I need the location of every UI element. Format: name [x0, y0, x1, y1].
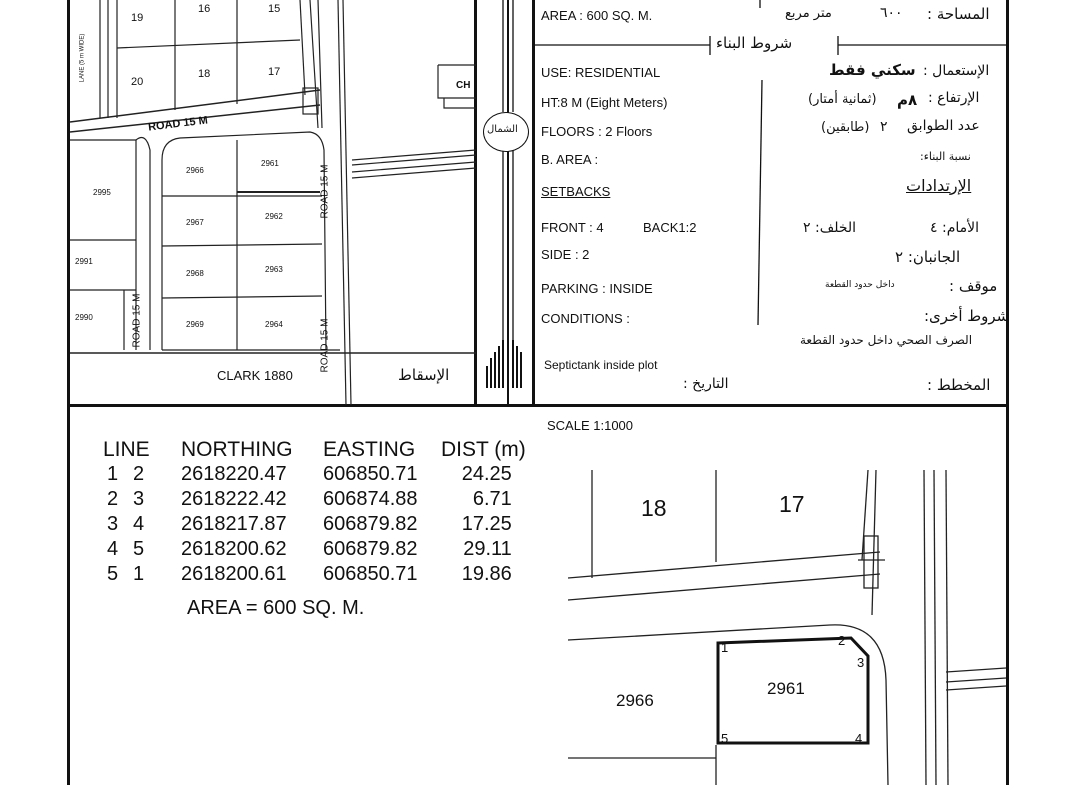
height-ar-label: الإرتفاع :	[928, 90, 980, 106]
septic-ar: الصرف الصحي داخل حدود القطعة	[800, 333, 973, 347]
cell-easting: 606879.82	[323, 513, 418, 535]
parking-ar-value: داخل حدود القطعة	[825, 280, 895, 290]
area-total: AREA = 600 SQ. M.	[187, 597, 365, 619]
cell-dist: 19.86	[461, 563, 512, 585]
area-ar-label: المساحة :	[927, 5, 990, 23]
date-ar: التاريخ :	[683, 376, 729, 392]
cell-to: 2	[133, 463, 145, 485]
height-en: HT:8 M (Eight Meters)	[541, 95, 668, 110]
plot-label: 19	[131, 12, 144, 24]
barea-ar: نسبة البناء:	[920, 150, 971, 163]
conditions-title: شروط البناء	[716, 34, 793, 52]
planner-ar: المخطط :	[927, 376, 991, 394]
cell-easting: 606850.71	[323, 463, 418, 485]
cell-northing: 2618200.62	[181, 538, 287, 560]
road-label: ROAD 15 M	[131, 293, 143, 348]
vertex-label: 1	[721, 640, 729, 655]
use-ar-label: الإستعمال :	[923, 63, 990, 79]
cell-dist: 24.25	[461, 463, 512, 485]
cell-to: 5	[133, 538, 145, 560]
plot-label: 2964	[265, 320, 283, 329]
area-ar-value: ٦٠٠	[880, 5, 903, 21]
plot-label: 2991	[75, 257, 93, 266]
conditions-en: CONDITIONS :	[541, 311, 630, 326]
height-ar-value: ٨م	[897, 91, 918, 109]
north-label: الشمال	[487, 124, 518, 135]
cell-dist: 17.25	[461, 513, 512, 535]
cell-from: 2	[107, 488, 119, 510]
setbacks-en: SETBACKS	[541, 184, 611, 199]
side-en: SIDE : 2	[541, 247, 590, 262]
vertex-label: 3	[857, 655, 865, 670]
plot-label: 17	[268, 66, 281, 78]
plot-label: 2969	[186, 320, 204, 329]
area-en: AREA : 600 SQ. M.	[541, 8, 653, 23]
detail-plot-label: 2966	[616, 691, 654, 710]
plot-label: 2963	[265, 265, 283, 274]
plot-label: 2967	[186, 218, 204, 227]
back-ar: الخلف: ٢	[803, 220, 857, 236]
plot-label: 2961	[261, 159, 279, 168]
parking-ar-label: موقف :	[949, 277, 998, 295]
front-ar: الأمام: ٤	[930, 220, 980, 236]
header-northing: NORTHING	[181, 438, 293, 461]
front-en: FRONT : 4	[541, 220, 604, 235]
parking-en: PARKING : INSIDE	[541, 281, 653, 296]
cell-dist: 6.71	[472, 488, 512, 510]
road-label: ROAD 15 M	[319, 164, 331, 219]
cell-easting: 606879.82	[323, 538, 418, 560]
plot-label: 2968	[186, 269, 204, 278]
plot-label: 20	[131, 76, 144, 88]
lane-label: LANE (5 m WIDE)	[79, 33, 86, 83]
setbacks-ar: الإرتدادات	[906, 176, 972, 195]
vertex-label: 5	[721, 731, 729, 746]
plot-label: 16	[198, 3, 211, 15]
vertex-label: 4	[855, 731, 863, 746]
road-label: ROAD 15 M	[319, 318, 331, 373]
cell-northing: 2618222.42	[181, 488, 287, 510]
height-ar-note: (ثمانية أمتار)	[808, 92, 877, 107]
floors-ar-note: (طابقين)	[821, 120, 870, 135]
cell-northing: 2618217.87	[181, 513, 287, 535]
cell-from: 5	[107, 563, 119, 585]
septic-en: Septictank inside plot	[544, 358, 658, 372]
projection-label: CLARK 1880	[217, 368, 293, 383]
header-easting: EASTING	[323, 438, 416, 461]
floors-en: FLOORS : 2 Floors	[541, 124, 653, 139]
detail-plot-label: 17	[779, 491, 805, 517]
ch-label: CH	[456, 80, 471, 91]
detail-plot-label: 18	[641, 495, 667, 521]
barea-en: B. AREA :	[541, 152, 599, 167]
side-ar: الجانبان: ٢	[895, 248, 961, 266]
cell-from: 4	[107, 538, 119, 560]
vertex-label: 2	[838, 633, 846, 648]
cell-to: 4	[133, 513, 145, 535]
cell-northing: 2618220.47	[181, 463, 287, 485]
cell-dist: 29.11	[463, 538, 512, 560]
cell-easting: 606850.71	[323, 563, 418, 585]
plot-label: 18	[198, 68, 211, 80]
plot-label: 2995	[93, 188, 111, 197]
projection-label-ar: الإسقاط	[398, 366, 450, 384]
plot-label: 2962	[265, 212, 283, 221]
floors-ar-value: ٢	[880, 119, 888, 135]
cell-from: 3	[107, 513, 119, 535]
plot-label: 2966	[186, 166, 204, 175]
use-en: USE: RESIDENTIAL	[541, 65, 661, 80]
back-en: BACK1:2	[643, 220, 697, 235]
header-line: LINE	[103, 438, 150, 461]
conditions-ar: شروط أخرى:	[924, 307, 1010, 325]
cell-northing: 2618200.61	[181, 563, 287, 585]
cell-easting: 606874.88	[323, 488, 418, 510]
use-ar-value: سكني فقط	[829, 61, 916, 79]
plot-label: 15	[268, 3, 281, 15]
area-ar-unit: متر مربع	[785, 6, 832, 21]
plot-label: 2990	[75, 313, 93, 322]
road-label: ROAD 15 M	[147, 114, 209, 134]
cell-to: 1	[133, 563, 145, 585]
detail-plot-label: 2961	[767, 679, 805, 698]
scale-label: SCALE 1:1000	[547, 418, 634, 433]
header-dist: DIST (m)	[441, 438, 526, 461]
floors-ar-label: عدد الطوابق	[907, 118, 980, 134]
cell-to: 3	[133, 488, 145, 510]
cell-from: 1	[107, 463, 119, 485]
